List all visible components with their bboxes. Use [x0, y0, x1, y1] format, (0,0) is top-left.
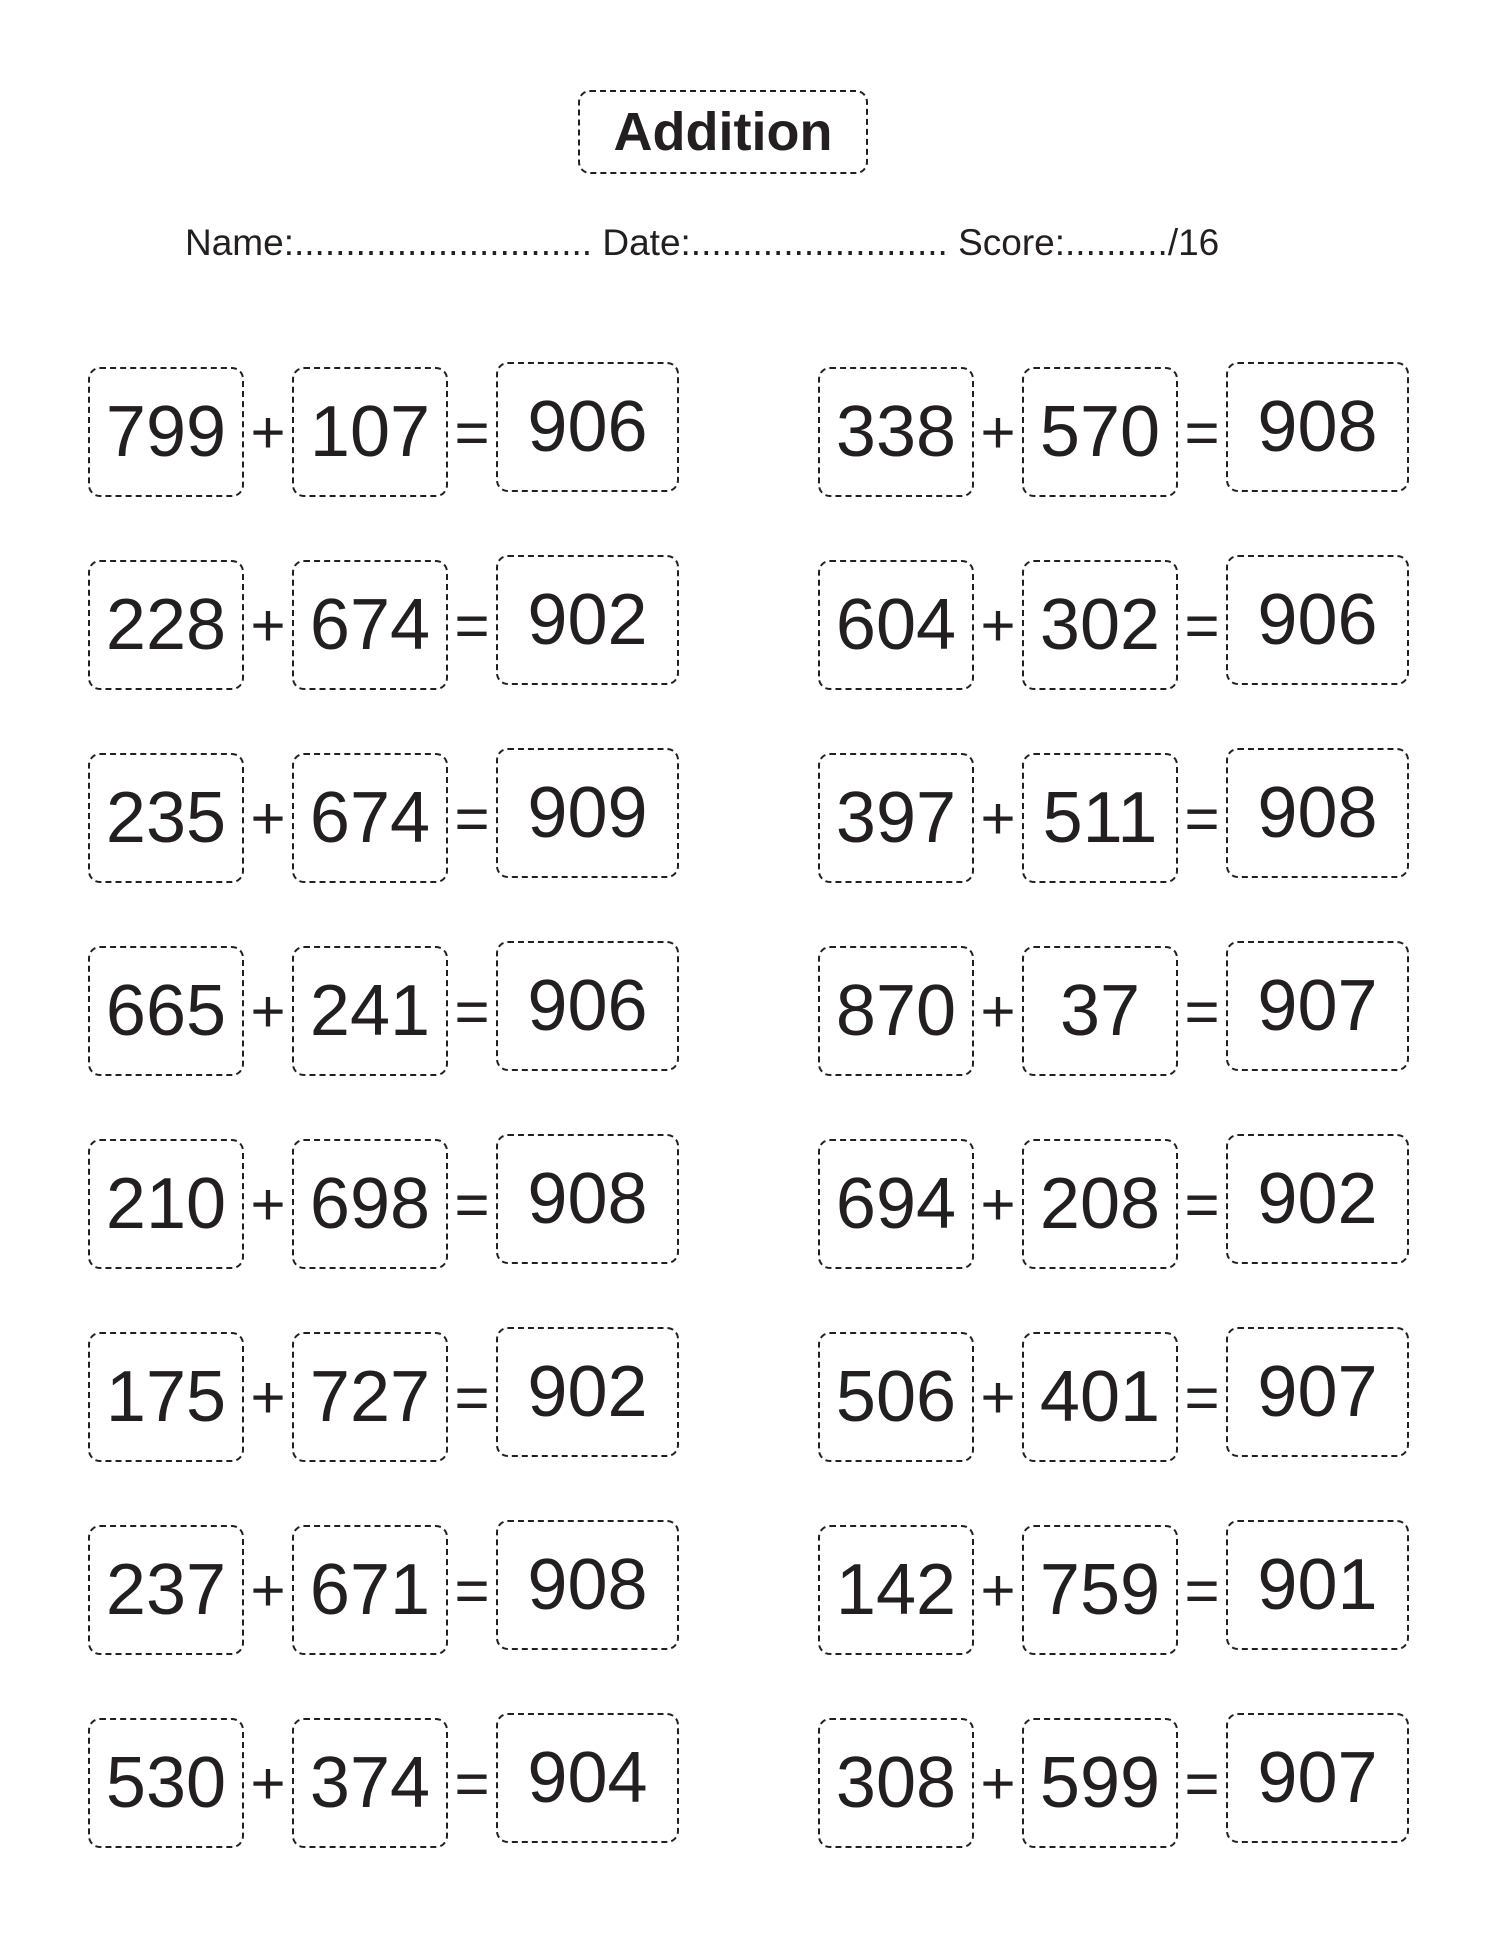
addend-first: 604 — [818, 560, 974, 690]
addend-second: 241 — [292, 946, 448, 1076]
plus-sign: + — [250, 398, 286, 466]
plus-sign: + — [980, 591, 1016, 659]
addend-first: 506 — [818, 1332, 974, 1462]
equals-sign: = — [454, 1749, 490, 1817]
score-field: Score:........../16 — [958, 222, 1220, 263]
addend-first: 338 — [818, 367, 974, 497]
addend-first: 142 — [818, 1525, 974, 1655]
plus-sign: + — [250, 1556, 286, 1624]
sum-answer: 906 — [496, 362, 679, 492]
addend-first: 694 — [818, 1139, 974, 1269]
sum-answer: 907 — [1226, 941, 1409, 1071]
addition-problem — [88, 1327, 679, 1457]
addend-first: 665 — [88, 946, 244, 1076]
addend-second: 401 — [1022, 1332, 1178, 1462]
addend-second: 727 — [292, 1332, 448, 1462]
addend-first: 210 — [88, 1139, 244, 1269]
plus-sign: + — [250, 1363, 286, 1431]
addition-problem — [88, 748, 679, 878]
addition-problem — [818, 748, 1409, 878]
addition-problem — [88, 941, 679, 1071]
equals-sign: = — [1184, 784, 1220, 852]
addend-first: 235 — [88, 753, 244, 883]
worksheet-title: Addition — [578, 90, 868, 174]
addend-second: 208 — [1022, 1139, 1178, 1269]
equals-sign: = — [1184, 1749, 1220, 1817]
addition-problem — [818, 1520, 1409, 1650]
addend-second: 674 — [292, 753, 448, 883]
sum-answer: 902 — [1226, 1134, 1409, 1264]
plus-sign: + — [250, 1170, 286, 1238]
equals-sign: = — [1184, 977, 1220, 1045]
sum-answer: 906 — [1226, 555, 1409, 685]
addend-second: 37 — [1022, 946, 1178, 1076]
name-field: Name:............................. — [185, 222, 593, 263]
addition-problem — [88, 362, 679, 492]
sum-answer: 904 — [496, 1713, 679, 1843]
plus-sign: + — [250, 1749, 286, 1817]
plus-sign: + — [250, 591, 286, 659]
problem-grid — [88, 362, 1418, 1843]
addend-first: 308 — [818, 1718, 974, 1848]
equals-sign: = — [454, 591, 490, 659]
equals-sign: = — [454, 977, 490, 1045]
sum-answer: 908 — [496, 1520, 679, 1650]
plus-sign: + — [250, 784, 286, 852]
plus-sign: + — [250, 977, 286, 1045]
equals-sign: = — [454, 1556, 490, 1624]
equals-sign: = — [1184, 398, 1220, 466]
equals-sign: = — [1184, 1170, 1220, 1238]
addend-second: 674 — [292, 560, 448, 690]
plus-sign: + — [980, 1363, 1016, 1431]
addend-first: 799 — [88, 367, 244, 497]
plus-sign: + — [980, 1170, 1016, 1238]
student-info-line — [185, 222, 1315, 264]
addend-second: 759 — [1022, 1525, 1178, 1655]
plus-sign: + — [980, 784, 1016, 852]
addition-problem — [88, 1520, 679, 1650]
addition-problem — [88, 555, 679, 685]
equals-sign: = — [454, 784, 490, 852]
sum-answer: 901 — [1226, 1520, 1409, 1650]
plus-sign: + — [980, 1749, 1016, 1817]
addend-first: 870 — [818, 946, 974, 1076]
addend-second: 302 — [1022, 560, 1178, 690]
addend-second: 570 — [1022, 367, 1178, 497]
sum-answer: 907 — [1226, 1327, 1409, 1457]
addition-problem — [818, 555, 1409, 685]
addition-problem — [88, 1134, 679, 1264]
sum-answer: 908 — [1226, 748, 1409, 878]
sum-answer: 907 — [1226, 1713, 1409, 1843]
addend-second: 511 — [1022, 753, 1178, 883]
date-field: Date:......................... — [602, 222, 948, 263]
addend-first: 530 — [88, 1718, 244, 1848]
plus-sign: + — [980, 398, 1016, 466]
addend-first: 237 — [88, 1525, 244, 1655]
addend-second: 599 — [1022, 1718, 1178, 1848]
addition-problem — [818, 941, 1409, 1071]
plus-sign: + — [980, 1556, 1016, 1624]
sum-answer: 906 — [496, 941, 679, 1071]
sum-answer: 908 — [1226, 362, 1409, 492]
equals-sign: = — [1184, 1556, 1220, 1624]
addend-first: 228 — [88, 560, 244, 690]
sum-answer: 908 — [496, 1134, 679, 1264]
addition-problem — [88, 1713, 679, 1843]
addend-second: 698 — [292, 1139, 448, 1269]
addition-problem — [818, 1134, 1409, 1264]
addend-first: 175 — [88, 1332, 244, 1462]
addend-second: 671 — [292, 1525, 448, 1655]
sum-answer: 902 — [496, 555, 679, 685]
equals-sign: = — [1184, 591, 1220, 659]
equals-sign: = — [454, 1363, 490, 1431]
sum-answer: 909 — [496, 748, 679, 878]
addend-second: 107 — [292, 367, 448, 497]
plus-sign: + — [980, 977, 1016, 1045]
addend-first: 397 — [818, 753, 974, 883]
addend-second: 374 — [292, 1718, 448, 1848]
addition-problem — [818, 1713, 1409, 1843]
addition-problem — [818, 1327, 1409, 1457]
addition-problem — [818, 362, 1409, 492]
equals-sign: = — [1184, 1363, 1220, 1431]
equals-sign: = — [454, 398, 490, 466]
equals-sign: = — [454, 1170, 490, 1238]
sum-answer: 902 — [496, 1327, 679, 1457]
